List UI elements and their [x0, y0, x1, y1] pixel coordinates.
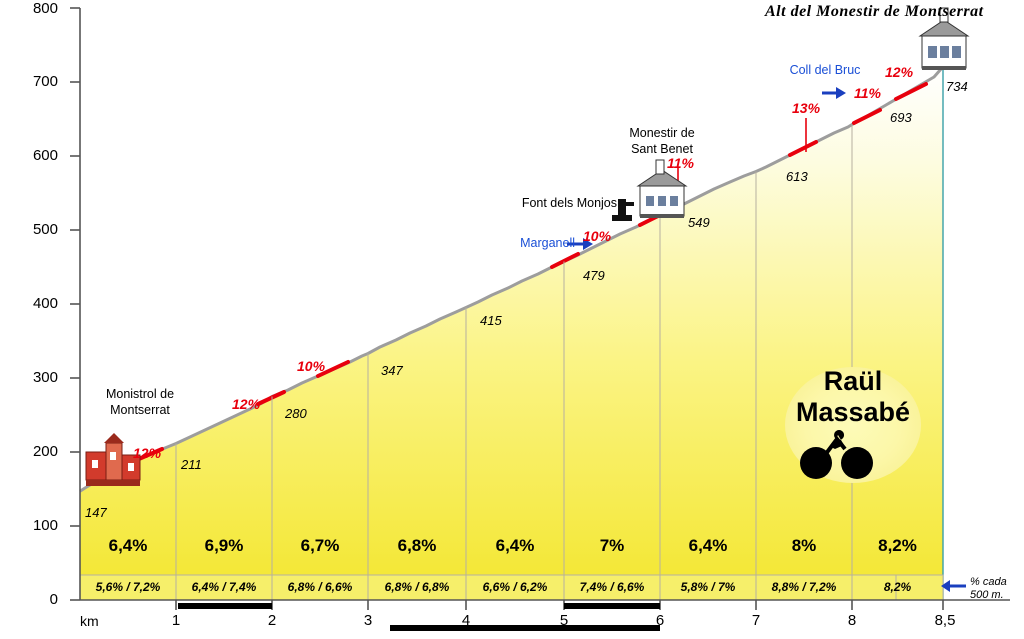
elevation-label-347: 347 — [381, 363, 403, 378]
x-tick-6: 6 — [655, 612, 665, 629]
gradient-marker-4: 10% — [583, 228, 612, 244]
x-tick-2: 2 — [267, 612, 277, 629]
poi-coll-del-bruc: Coll del Bruc — [789, 63, 861, 77]
segment-percent-3: 6,7% — [300, 536, 340, 555]
x-tick-7: 7 — [751, 612, 761, 629]
halfkm-percent-9: 8,2% — [883, 580, 912, 594]
gradient-marker-7: 11% — [854, 85, 881, 101]
segment-percent-1: 6,4% — [108, 536, 148, 555]
x-tick-8: 8 — [847, 612, 857, 629]
elevation-label-549: 549 — [688, 215, 710, 230]
elevation-label-479: 479 — [583, 268, 605, 283]
segment-percent-9: 8,2% — [878, 536, 917, 555]
halfkm-percent-2: 6,4% / 7,4% — [191, 580, 257, 594]
page-title: Alt del Monestir de Montserrat — [765, 3, 984, 20]
legend-note-line2: 500 m. — [970, 589, 1004, 601]
y-tick-0: 0 — [49, 591, 58, 608]
y-tick-400: 400 — [32, 295, 58, 312]
halfkm-percent-3: 6,8% / 6,6% — [287, 580, 353, 594]
x-axis-unit: km — [80, 613, 99, 629]
y-tick-600: 600 — [32, 147, 58, 164]
gradient-marker-1: 12% — [133, 445, 162, 461]
poi-monistrol-line1: Monistrol de — [105, 387, 175, 401]
y-tick-100: 100 — [32, 517, 58, 534]
x-tick-3: 3 — [363, 612, 373, 629]
segment-percent-7: 6,4% — [688, 536, 728, 555]
poi-font-dels-monjos: Font dels Monjos — [521, 196, 617, 210]
segment-percent-6: 7% — [599, 536, 625, 555]
x-tick-4: 4 — [461, 612, 471, 629]
x-tick-8-5: 8,5 — [934, 612, 956, 629]
watermark-line1: Raül — [823, 366, 883, 396]
y-tick-800: 800 — [32, 0, 58, 17]
gradient-marker-8: 12% — [885, 64, 914, 80]
watermark-line2: Massabé — [795, 397, 911, 427]
halfkm-percent-1: 5,6% / 7,2% — [95, 580, 161, 594]
elevation-label-280: 280 — [285, 406, 307, 421]
gradient-marker-2: 12% — [232, 396, 261, 412]
halfkm-percent-6: 7,4% / 6,6% — [579, 580, 645, 594]
elevation-label-613: 613 — [786, 169, 808, 184]
x-tick-5: 5 — [559, 612, 569, 629]
elevation-label-147: 147 — [85, 505, 107, 520]
poi-monestir-line1: Monestir de — [629, 126, 695, 140]
x-tick-1: 1 — [171, 612, 181, 629]
gradient-marker-5: 11% — [667, 155, 694, 171]
halfkm-percent-8: 8,8% / 7,2% — [771, 580, 837, 594]
segment-percent-8: 8% — [791, 536, 817, 555]
elevation-label-693: 693 — [890, 110, 912, 125]
halfkm-percent-7: 5,8% / 7% — [680, 580, 736, 594]
y-tick-500: 500 — [32, 221, 58, 238]
poi-monestir-line2: Sant Benet — [631, 142, 693, 156]
y-tick-200: 200 — [32, 443, 58, 460]
elevation-label-734: 734 — [946, 79, 968, 94]
legend-note-line1: % cada — [970, 576, 1007, 588]
gradient-marker-6: 13% — [792, 100, 821, 116]
gradient-marker-3: 10% — [297, 358, 326, 374]
halfkm-percent-5: 6,6% / 6,2% — [482, 580, 548, 594]
segment-percent-4: 6,8% — [397, 536, 437, 555]
elevation-label-211: 211 — [181, 457, 202, 472]
y-tick-700: 700 — [32, 73, 58, 90]
segment-percent-2: 6,9% — [204, 536, 244, 555]
halfkm-percent-4: 6,8% / 6,8% — [384, 580, 450, 594]
y-tick-300: 300 — [32, 369, 58, 386]
poi-marganell: Marganell — [520, 236, 575, 250]
elevation-label-415: 415 — [480, 313, 502, 328]
poi-monistrol-line2: Montserrat — [110, 403, 170, 417]
segment-percent-5: 6,4% — [495, 536, 535, 555]
